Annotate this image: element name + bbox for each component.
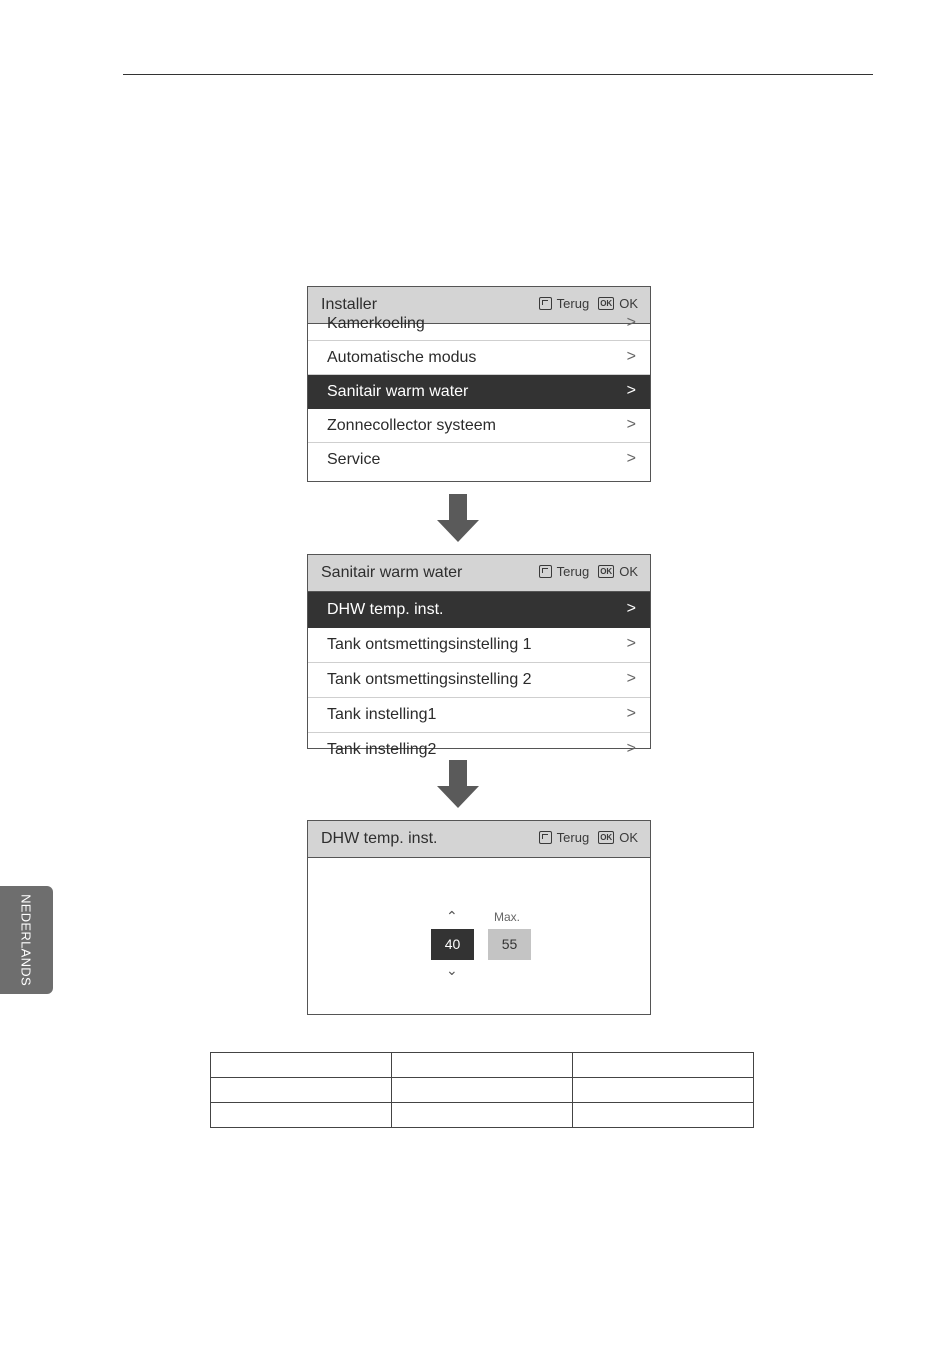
menu-item-label: Tank ontsmettingsinstelling 2	[327, 671, 532, 688]
menu-item-sanitair-warm-water[interactable]	[308, 375, 650, 409]
menu-item-dhw-temp-inst[interactable]	[308, 592, 650, 628]
arrow-down-icon	[437, 760, 479, 810]
chevron-right-icon: >	[626, 740, 636, 757]
chevron-down-icon[interactable]: ⌄	[446, 962, 458, 978]
screen-header	[308, 821, 650, 858]
chevron-right-icon: >	[626, 450, 636, 467]
menu-item-label: Service	[327, 451, 381, 468]
arrow-down-icon	[437, 494, 479, 544]
language-side-tab	[0, 886, 53, 994]
ok-label[interactable]: OK	[619, 296, 638, 311]
back-icon[interactable]	[539, 831, 552, 844]
max-temp-value: 55	[488, 929, 531, 960]
menu-item-automatische-modus[interactable]	[308, 341, 650, 375]
screen-header	[308, 555, 650, 592]
side-tab-label: NEDERLANDS	[18, 894, 34, 986]
top-rule	[123, 74, 873, 75]
back-label[interactable]: Terug	[556, 296, 590, 311]
empty-table	[210, 1052, 754, 1128]
menu-item-label: Zonnecollector systeem	[327, 417, 496, 434]
menu-item-zonnecollector-systeem[interactable]	[308, 409, 650, 443]
chevron-right-icon: >	[626, 705, 636, 722]
current-temp-value[interactable]: 40	[431, 929, 474, 960]
ok-icon[interactable]: OK	[600, 299, 613, 308]
menu-item-label: Tank instelling2	[327, 741, 437, 758]
menu-item-label: Tank ontsmettingsinstelling 1	[327, 636, 532, 653]
chevron-up-icon[interactable]: ⌃	[446, 908, 458, 924]
table-row	[211, 1078, 754, 1103]
menu-item-label: DHW temp. inst.	[327, 601, 444, 618]
sanitair-warm-water-screen	[307, 554, 651, 758]
ok-icon[interactable]: OK	[600, 567, 613, 576]
ok-label[interactable]: OK	[619, 564, 638, 579]
table-row	[211, 1103, 754, 1128]
back-label[interactable]: Terug	[556, 830, 590, 845]
back-label[interactable]: Terug	[556, 564, 590, 579]
menu-item-tank-instelling2[interactable]	[308, 733, 650, 758]
chevron-right-icon: >	[626, 600, 636, 617]
menu-item-service[interactable]	[308, 443, 650, 477]
menu-item-label: Tank instelling1	[327, 706, 437, 723]
menu-item-label: Automatische modus	[327, 349, 477, 366]
chevron-right-icon: >	[626, 314, 636, 331]
chevron-right-icon: >	[626, 348, 636, 365]
menu-item-tank-instelling1[interactable]	[308, 698, 650, 733]
max-label: Max.	[494, 910, 521, 924]
chevron-right-icon: >	[626, 635, 636, 652]
menu-item-kamerkoeling[interactable]	[308, 314, 650, 341]
header-actions	[539, 830, 638, 845]
installer-screen	[307, 286, 651, 482]
table-row	[211, 1053, 754, 1078]
header-actions	[539, 564, 638, 579]
back-icon[interactable]	[539, 565, 552, 578]
menu-item-tank-ontsmetting-2[interactable]	[308, 663, 650, 698]
menu-list	[308, 592, 650, 758]
ok-label[interactable]: OK	[619, 830, 638, 845]
menu-item-tank-ontsmetting-1[interactable]	[308, 628, 650, 663]
chevron-right-icon: >	[626, 416, 636, 433]
screen-title: DHW temp. inst.	[321, 830, 438, 847]
screen-title: Sanitair warm water	[321, 564, 463, 581]
chevron-right-icon: >	[626, 382, 636, 399]
back-icon[interactable]	[539, 297, 552, 310]
ok-icon[interactable]: OK	[600, 833, 613, 842]
screen-title: Installer	[321, 296, 378, 313]
menu-item-label: Kamerkoeling	[327, 315, 425, 332]
dhw-temp-screen	[307, 820, 651, 1015]
temperature-setting	[308, 858, 650, 1015]
chevron-right-icon: >	[626, 670, 636, 687]
menu-item-label: Sanitair warm water	[327, 383, 469, 400]
menu-list	[308, 314, 650, 477]
header-actions	[539, 296, 638, 311]
